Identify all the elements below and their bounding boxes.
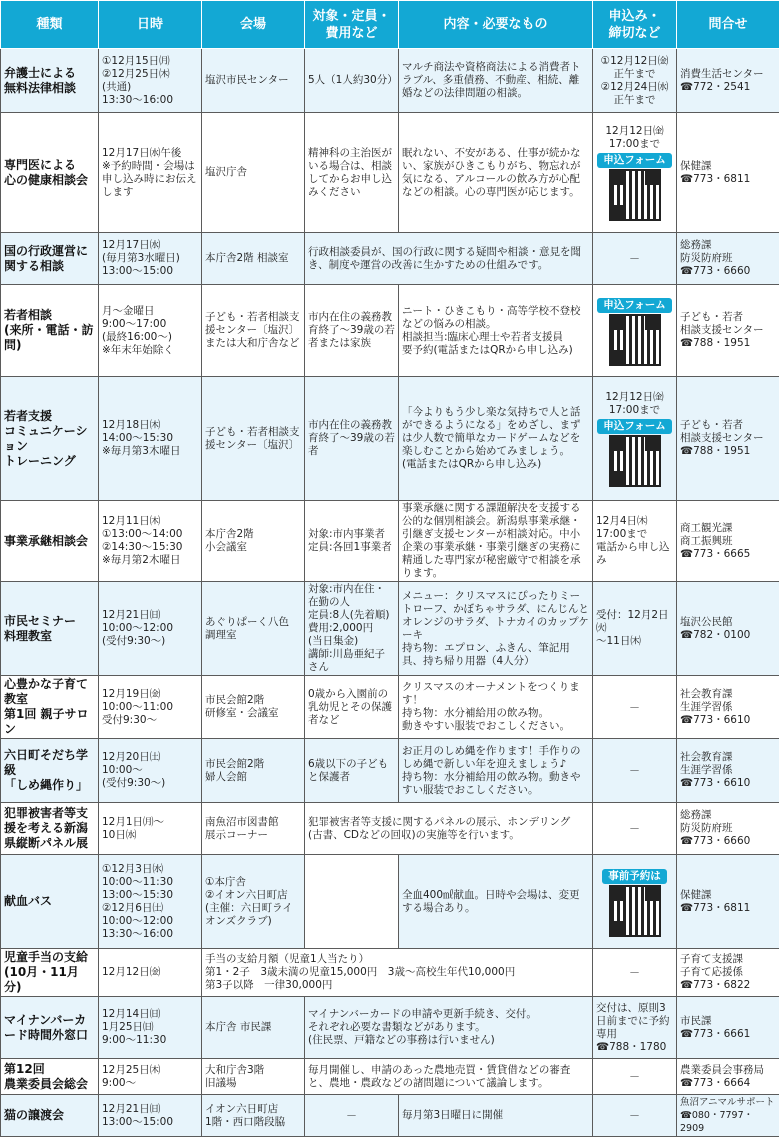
header-type: 種類: [1, 1, 99, 49]
row-name: 専門医による 心の健康相談会: [1, 113, 99, 233]
row-name: 市民セミナー 料理教室: [1, 582, 99, 676]
row-apply: [593, 855, 677, 949]
qr-code-icon[interactable]: [611, 437, 659, 485]
row-date: 12月20日㈯ 10:00～ (受付9:30～): [99, 739, 202, 803]
row-date: 12月17日㈬午後 ※予約時間・会場は申し込み時にお伝えします: [99, 113, 202, 233]
row-content: お正月のしめ縄を作ります！手作りのしめ縄で新しい年を迎えましょう♪ 持ち物：水分補給用の飲み物。動きやすい服装でおこしください。: [399, 739, 593, 803]
table-row: [1, 113, 779, 233]
row-name: 国の行政運営に 関する相談: [1, 233, 99, 285]
table-row: [1, 582, 779, 676]
row-contact: 保健課 ☎773・6811: [677, 855, 779, 949]
row-target: 対象:市内事業者 定員:各回1事業者: [305, 501, 399, 582]
row-venue: 塩沢市民センター: [202, 49, 305, 113]
row-date: 12月17日㈬ (毎月第3水曜日) 13:00～15:00: [99, 233, 202, 285]
qr-code-icon[interactable]: [611, 887, 659, 935]
row-venue: 本庁舎2階 小会議室: [202, 501, 305, 582]
row-name: 第12回 農業委員会総会: [1, 1059, 99, 1095]
row-venue: 本庁舎 市民課: [202, 997, 305, 1059]
table-row: [1, 285, 779, 377]
header-content: 内容・必要なもの: [399, 1, 593, 49]
row-date: 月～金曜日 9:00～17:00 (最終16:00～) ※年末年始除く: [99, 285, 202, 377]
row-venue: 市民会館2階 研修室・会議室: [202, 676, 305, 739]
row-target: 市内在住の義務教育終了～39歳の若者または家族: [305, 285, 399, 377]
row-content: メニュー：クリスマスにぴったりミートローフ、かぼちゃサラダ、にんじんとオレンジのサラダ、トナカイのカップケーキ 持ち物：エプロン、ふきん、筆記用具、持ち帰り用器（4人分）: [399, 582, 593, 676]
row-date: 12月18日㈭ 14:00～15:30 ※毎月第3木曜日: [99, 377, 202, 501]
row-date: 12月25日㈭ 9:00～: [99, 1059, 202, 1095]
row-contact: 子育て支援課 子育て応援係 ☎773・6822: [677, 949, 779, 997]
row-venue: あぐりぱーく八色 調理室: [202, 582, 305, 676]
row-contact: 農業委員会事務局 ☎773・6664: [677, 1059, 779, 1095]
row-apply: －: [593, 803, 677, 855]
row-contact: 総務課 防災防府班 ☎773・6660: [677, 803, 779, 855]
row-apply: 交付は、原則3日前までに予約専用 ☎788・1780: [593, 997, 677, 1059]
row-target: 犯罪被害者等支援に関するパネルの展示、ホンデリング (古書、CDなどの回収)の実施等を行います。: [305, 803, 593, 855]
row-content: 事業承継に関する課題解決を支援する公的な個別相談会。新潟県事業承継・引継ぎ支援センターが相談対応。中小企業の事業承継・事業引継ぎの実務に精通した専門家が秘密厳守で相談を承ります。: [399, 501, 593, 582]
row-apply: [593, 113, 677, 233]
table-row: [1, 676, 779, 739]
row-contact: 社会教育課 生涯学習係 ☎773・6610: [677, 739, 779, 803]
row-target: 毎月開催し、申請のあった農地売買・賃貸借などの審査と、農地・農政などの諸問題について議論します。: [305, 1059, 593, 1095]
row-apply: 受付：12月2日㈫ ～11日㈭: [593, 582, 677, 676]
table-row: [1, 739, 779, 803]
row-content: マルチ商法や資格商法による消費者トラブル、多重債務、不動産、相続、離婚などの法律問題の相談。: [399, 49, 593, 113]
row-date: 12月12日㈮: [99, 949, 202, 997]
row-apply: －: [593, 676, 677, 739]
row-apply: －: [593, 1059, 677, 1095]
row-content: ニート・ひきこもり・高等学校不登校などの悩みの相談。 相談担当:臨床心理士や若者支援員 要予約(電話またはQRから申し込み): [399, 285, 593, 377]
row-date: 12月1日㈪～ 10日㈬: [99, 803, 202, 855]
row-name: 弁護士による 無料法律相談: [1, 49, 99, 113]
header-row: [1, 1, 779, 49]
table-row: [1, 803, 779, 855]
row-content: 毎月第3日曜日に開催: [399, 1095, 593, 1137]
header-datetime: 日時: [99, 1, 202, 49]
row-apply: －: [593, 739, 677, 803]
row-target: 精神科の主治医がいる場合は、相談してからお申し込みください: [305, 113, 399, 233]
row-name: マイナンバーカ ード時間外窓口: [1, 997, 99, 1059]
row-name: 心豊かな子育て 教室 第1回 親子サロン: [1, 676, 99, 739]
row-apply: [593, 285, 677, 377]
row-apply: －: [593, 1095, 677, 1137]
row-venue: ①本庁舎 ②イオン六日町店 (主催：六日町ライオンズクラブ): [202, 855, 305, 949]
row-name: 献血バス: [1, 855, 99, 949]
row-target: 6歳以下の子どもと保護者: [305, 739, 399, 803]
table-row: [1, 377, 779, 501]
row-date: 12月21日㈰ 13:00～15:00: [99, 1095, 202, 1137]
row-contact: 商工観光課 商工振興班 ☎773・6665: [677, 501, 779, 582]
row-target: －: [305, 1095, 399, 1137]
row-target: マイナンバーカードの申請や更新手続き、交付。 それぞれ必要な書類などがあります。 (住民票、戸籍などの事務は行いません): [305, 997, 593, 1059]
row-apply: ①12月12日㈮ 正午まで ②12月24日㈬ 正午まで: [593, 49, 677, 113]
row-contact: 消費生活センター ☎772・2541: [677, 49, 779, 113]
table-row: [1, 1059, 779, 1095]
row-date: ①12月3日㈬ 10:00～11:30 13:00～15:30 ②12月6日㈯ 10:00～12:00 13:30～16:00: [99, 855, 202, 949]
row-venue: 塩沢庁舎: [202, 113, 305, 233]
row-name: 若者相談 (来所・電話・訪問): [1, 285, 99, 377]
table-row: [1, 855, 779, 949]
table-row: [1, 949, 779, 997]
apply-form-badge[interactable]: 申込フォーム: [597, 153, 671, 168]
row-target: [305, 855, 399, 949]
row-content: 眠れない、不安がある、仕事が続かない、家族がひきこもりがち、物忘れが気になる、アルコールの飲み方が心配などの相談。心の専門医が応じます。: [399, 113, 593, 233]
row-target: 5人（1人約30分）: [305, 49, 399, 113]
row-name: 若者支援 コミュニケーション トレーニング: [1, 377, 99, 501]
row-content: 全血400㎖献血。日時や会場は、変更する場合あり。: [399, 855, 593, 949]
row-apply: －: [593, 233, 677, 285]
table-row: [1, 501, 779, 582]
apply-form-badge[interactable]: 申込フォーム: [597, 298, 671, 313]
qr-code-icon[interactable]: [611, 171, 659, 219]
table-row: [1, 233, 779, 285]
row-apply: －: [593, 949, 677, 997]
row-name: 猫の譲渡会: [1, 1095, 99, 1137]
row-date: 12月21日㈰ 10:00～12:00 (受付9:30～): [99, 582, 202, 676]
header-target: 対象・定員・ 費用など: [305, 1, 399, 49]
row-name: 犯罪被害者等支 援を考える新潟 県縦断パネル展: [1, 803, 99, 855]
header-contact: 問合せ: [677, 1, 779, 49]
row-venue: 子ども・若者相談支援センター〔塩沢〕 または大和庁舎など: [202, 285, 305, 377]
row-name: 児童手当の支給 (10月・11月分): [1, 949, 99, 997]
row-contact: 塩沢公民館 ☎782・0100: [677, 582, 779, 676]
row-venue: 南魚沼市図書館 展示コーナー: [202, 803, 305, 855]
row-name: 事業承継相談会: [1, 501, 99, 582]
row-target: 行政相談委員が、国の行政に関する疑問や相談・意見を聞き、制度や運営の改善に生かすための仕組みです。: [305, 233, 593, 285]
row-target: 市内在住の義務教育終了～39歳の若者: [305, 377, 399, 501]
row-contact: 子ども・若者 相談支援センター ☎788・1951: [677, 285, 779, 377]
apply-form-badge[interactable]: 申込フォーム: [597, 419, 671, 434]
apply-text: 12月12日㈮ 17:00まで: [596, 125, 673, 151]
row-venue: 本庁舎2階 相談室: [202, 233, 305, 285]
row-name: 六日町そだち学級 「しめ縄作り」: [1, 739, 99, 803]
reserve-badge[interactable]: 事前予約は: [602, 869, 667, 884]
row-date: 12月19日㈮ 10:00～11:00 受付9:30～: [99, 676, 202, 739]
row-target: 0歳から入園前の乳幼児とその保護者など: [305, 676, 399, 739]
row-target: 手当の支給月額（児童1人当たり） 第1・2子 3歳未満の児童15,000円 3歳～高校生年代10,000円 第3子以降 一律30,000円: [202, 949, 593, 997]
row-date: 12月11日㈭ ①13:00～14:00 ②14:30～15:30 ※毎月第2木曜日: [99, 501, 202, 582]
row-date: 12月14日㈰ 1月25日㈰ 9:00～11:30: [99, 997, 202, 1059]
row-venue: 市民会館2階 婦人会館: [202, 739, 305, 803]
row-target: 対象:市内在住・在勤の人 定員:8人(先着順) 費用:2,000円 (当日集金) 講師:川島亜紀子さん: [305, 582, 399, 676]
qr-code-icon[interactable]: [611, 316, 659, 364]
header-venue: 会場: [202, 1, 305, 49]
table-row: [1, 997, 779, 1059]
row-contact: 子ども・若者 相談支援センター ☎788・1951: [677, 377, 779, 501]
row-contact: 社会教育課 生涯学習係 ☎773・6610: [677, 676, 779, 739]
row-content: 「今よりもう少し楽な気持ちで人と話ができるようになる」をめざし、まずは少人数で簡単なカードゲームなどを楽しむことから始めてみましょう。 (電話またはQRから申し込み): [399, 377, 593, 501]
row-date: ①12月15日㈪ ②12月25日㈭ (共通) 13:30～16:00: [99, 49, 202, 113]
row-contact: 総務課 防災防府班 ☎773・6660: [677, 233, 779, 285]
header-apply: 申込み・ 締切など: [593, 1, 677, 49]
row-content: クリスマスのオーナメントをつくります！ 持ち物：水分補給用の飲み物。 動きやすい服装でおこしください。: [399, 676, 593, 739]
row-venue: 子ども・若者相談支援センター〔塩沢〕: [202, 377, 305, 501]
row-venue: 大和庁舎3階 旧議場: [202, 1059, 305, 1095]
row-contact: 魚沼アニマルサポート ☎080・7797・2909: [677, 1095, 779, 1137]
apply-text: 12月12日㈮ 17:00まで: [596, 391, 673, 417]
table-row: [1, 49, 779, 113]
row-venue: イオン六日町店 1階・西口階段脇: [202, 1095, 305, 1137]
row-apply: [593, 377, 677, 501]
row-contact: 市民課 ☎773・6661: [677, 997, 779, 1059]
row-contact: 保健課 ☎773・6811: [677, 113, 779, 233]
row-apply: 12月4日㈭ 17:00まで 電話から申し込み: [593, 501, 677, 582]
